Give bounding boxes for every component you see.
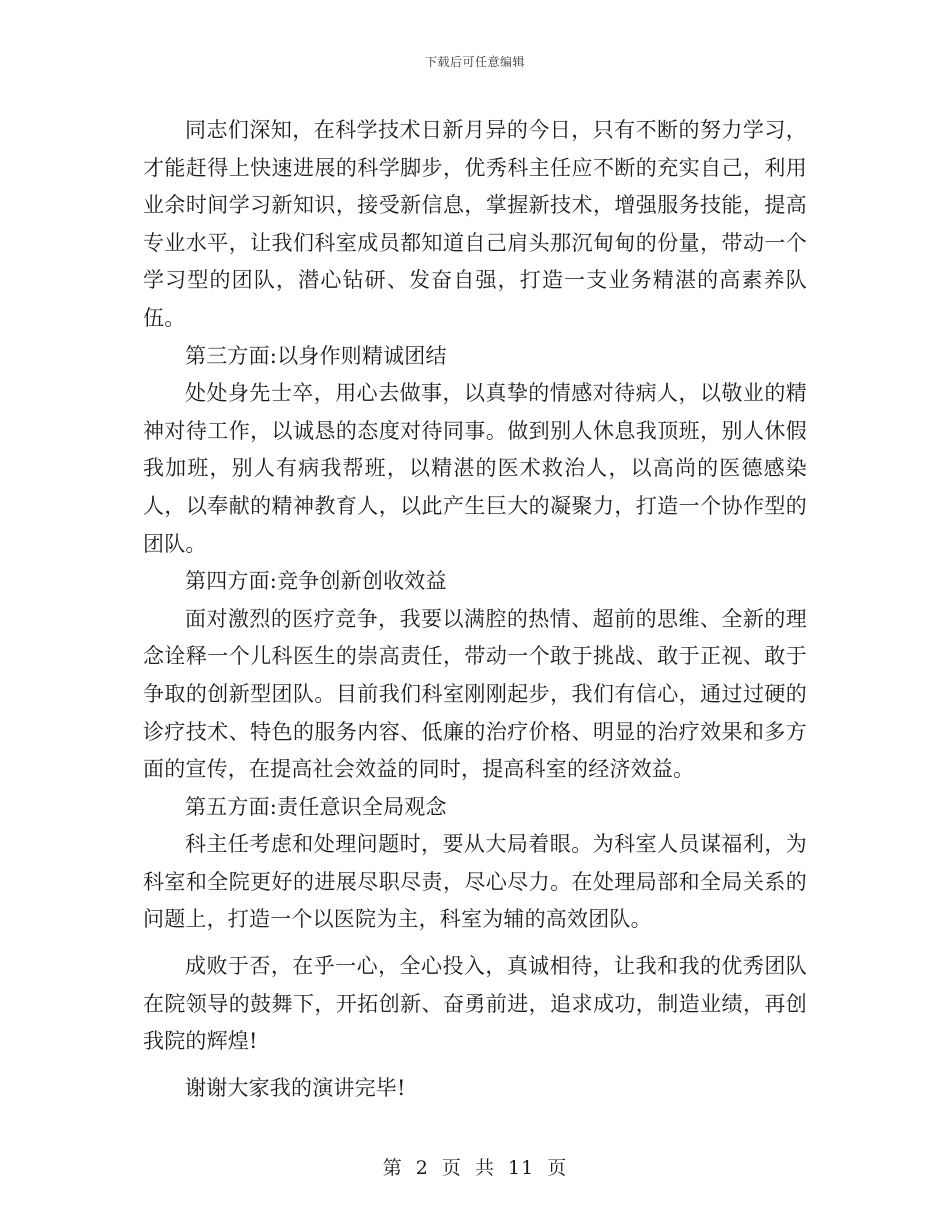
page-number: 第 2 页 共 11 页 xyxy=(382,1157,568,1179)
spacer xyxy=(143,939,807,948)
section-heading-4: 第四方面:竞争创新创收效益 xyxy=(185,569,447,594)
paragraph-closing: 成败于否，在乎一心，全心投入，真诚相待，让我和我的优秀团队在院领导的鼓舞下，开拓创新、奋勇前进，追求成功，制造业绩，再创我院的辉煌! xyxy=(143,954,807,1054)
paragraph-unity: 处处身先士卒，用心去做事，以真挚的情感对待病人，以敬业的精神对待工作，以诚恳的态度对待同事。做到别人休息我顶班，别人休假我加班，别人有病我帮班，以精湛的医术救治人，以高尚的医德感染人，以奉献的精神教育人，以此产生巨大的凝聚力，打造一个协作型的团队。 xyxy=(143,381,807,556)
paragraph-responsibility: 科主任考虑和处理问题时，要从大局着眼。为科室人员谋福利，为科室和全院更好的进展尽职尽责，尽心尽力。在处理局部和全局关系的问题上，打造一个以医院为主，科室为辅的高效团队。 xyxy=(143,832,807,932)
document-body xyxy=(143,112,807,1107)
section-heading-3: 第三方面:以身作则精诚团结 xyxy=(185,343,447,368)
spacer xyxy=(143,1061,807,1070)
section-heading-5: 第五方面:责任意识全局观念 xyxy=(185,794,447,819)
paragraph-competition: 面对激烈的医疗竞争，我要以满腔的热情、超前的思维、全新的理念诠释一个儿科医生的崇高责任，带动一个敢于挑战、敢于正视、敢于争取的创新型团队。目前我们科室刚刚起步，我们有信心，通过过硬的诊疗技术、特色的服务内容、低廉的治疗价格、明显的治疗效果和多方面的宣传，在提高社会效益的同时，提高科室的经济效益。 xyxy=(143,606,807,782)
header-note: 下载后可任意编辑 xyxy=(424,55,525,69)
paragraph-study: 同志们深知，在科学技术日新月异的今日，只有不断的努力学习，才能赶得上快速进展的科学脚步，优秀科主任应不断的充实自己，利用业余时间学习新知识，接受新信息，掌握新技术，增强服务技能，提高专业水平，让我们科室成员都知道自己肩头那沉甸甸的份量，带动一个学习型的团队，潜心钻研、发奋自强，打造一支业务精湛的高素养队伍。 xyxy=(143,118,807,330)
paragraph-thanks: 谢谢大家我的演讲完毕! xyxy=(185,1075,406,1100)
